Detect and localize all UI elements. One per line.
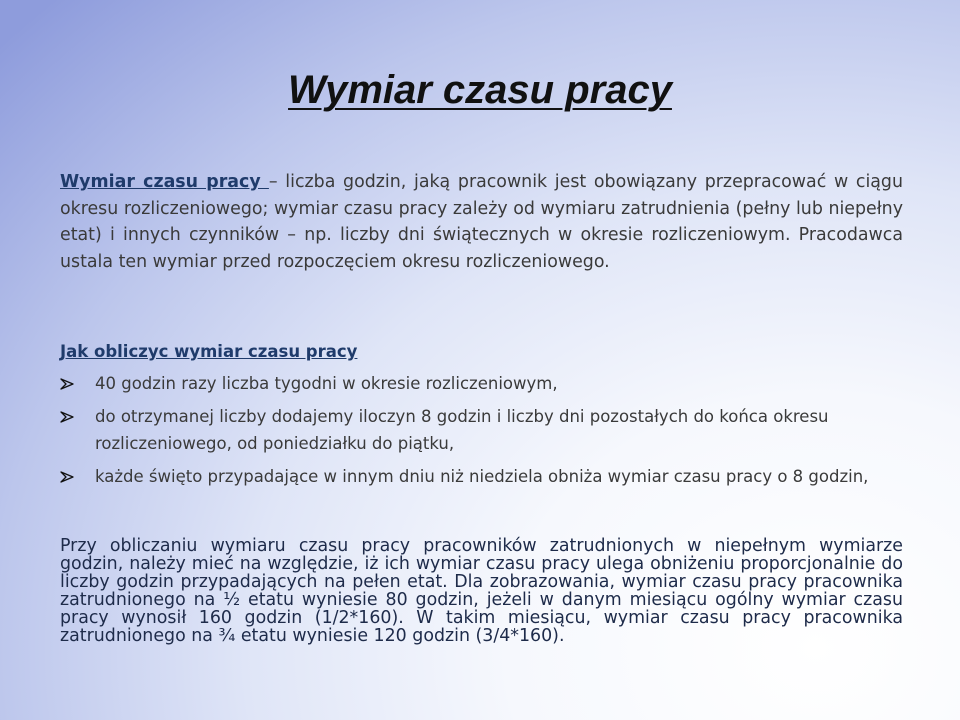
list-item [60, 403, 903, 458]
definition-term: Wymiar czasu pracy [60, 172, 269, 192]
list-item [60, 370, 903, 398]
list-item-text: 40 godzin razy liczba tygodni w okresie rozliczeniowym, [95, 374, 558, 393]
arrowhead-bullet-icon [60, 378, 74, 390]
list-item [60, 463, 903, 491]
slide-title [0, 66, 960, 114]
slide-title-text: Wymiar czasu pracy [288, 68, 672, 112]
how-to-heading: Jak obliczyc wymiar czasu pracy [60, 342, 358, 361]
summary-paragraph: Przy obliczaniu wymiaru czasu pracy pracowników zatrudnionych w niepełnym wymiarze godzin, należy mieć na względzie, iż ich wymiar czasu pracy ulega obniżeniu proporcjonalnie do liczby godzin przypadających na pełen etat. Dla zobrazowania, wymiar czasu pracy pracownika zatrudnionego na ½ etatu wyniesie 80 godzin, jeżeli w danym miesiącu ogólny wymiar czasu pracy wynosił 160 godzin (1/2*160). W takim miesiącu, wymiar czasu pracy pracownika zatrudnionego na ¾ etatu wyniesie 120 godzin (3/4*160). [60, 536, 903, 646]
definition-paragraph [60, 169, 903, 275]
arrowhead-bullet-icon [60, 471, 74, 483]
list-item-text: każde święto przypadające w innym dniu niż niedziela obniża wymiar czasu pracy o 8 godzin, [95, 466, 869, 486]
calculation-steps-list [60, 370, 903, 495]
definition-text: – liczba godzin, jaką pracownik jest obowiązany przepracować w ciągu okresu rozliczeniowego; wymiar czasu pracy zależy od wymiaru zatrudnienia (pełny lub niepełny etat) i innych czynników – np. liczby dni świątecznych w okresie rozliczeniowym. Pracodawca ustala ten wymiar przed rozpoczęciem okresu rozliczeniowego. [60, 172, 903, 272]
list-item-text: do otrzymanej liczby dodajemy iloczyn 8 godzin i liczby dni pozostałych do końca okresu rozliczeniowego, od poniedziałku do piątku, [95, 406, 829, 453]
arrowhead-bullet-icon [60, 411, 74, 423]
